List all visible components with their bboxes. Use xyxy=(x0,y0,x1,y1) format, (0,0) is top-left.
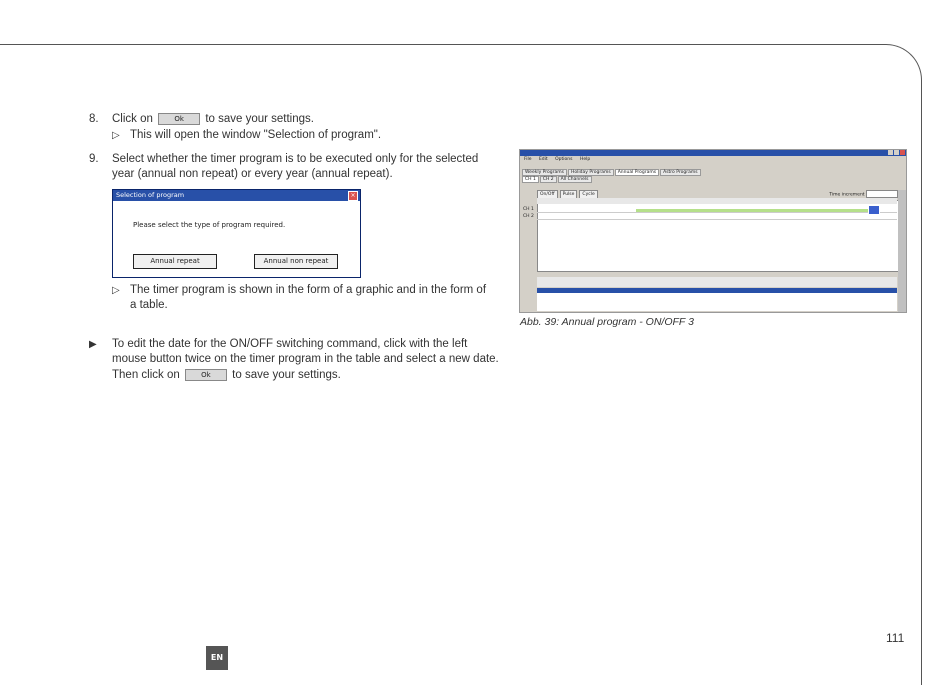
menu-options: Options xyxy=(555,157,573,162)
program-table-body xyxy=(537,293,897,311)
dialog-body xyxy=(113,201,360,277)
step-9-line1: Select whether the timer program is to be executed only for the selected xyxy=(112,153,479,165)
bullet-line1: To edit the date for the ON/OFF switching command, click with the left xyxy=(112,338,468,350)
page-number: 111 xyxy=(886,631,905,645)
step-9-result-line1: The timer program is shown in the form of a graphic and in the form of xyxy=(130,284,487,296)
program-tabs xyxy=(520,169,906,176)
tab-astro-programs: Astro Programs xyxy=(660,169,700,176)
dialog-title: Selection of program xyxy=(116,191,185,199)
language-tab: EN xyxy=(206,646,228,670)
figure-caption: Abb. 39: Annual program - ON/OFF 3 xyxy=(520,316,694,328)
ok-button-inline: Ok xyxy=(158,113,200,125)
row-label-ch2: CH 2 xyxy=(523,214,534,219)
close-icon: × xyxy=(348,191,358,201)
step-8-text xyxy=(112,112,314,127)
window-title-bar xyxy=(520,150,906,156)
menu-file: File xyxy=(524,157,532,162)
maximize-icon xyxy=(894,150,899,155)
menu-edit: Edit xyxy=(538,157,548,162)
step-number-9: 9. xyxy=(89,153,99,165)
minimize-icon xyxy=(888,150,893,155)
step-8-result: This will open the window "Selection of program". xyxy=(130,129,382,141)
bullet-line2: mouse button twice on the timer program in the table and select a new date. xyxy=(112,353,499,365)
program-line xyxy=(636,209,876,212)
mode-controls xyxy=(537,190,600,198)
menu-help: Help xyxy=(579,157,591,162)
bullet-line3 xyxy=(112,368,341,383)
dialog-message: Please select the type of program required. xyxy=(133,221,286,229)
selection-of-program-dialog xyxy=(112,189,361,278)
program-table-header xyxy=(537,277,897,287)
close-icon xyxy=(900,150,905,155)
tab-ch1: CH 1 xyxy=(522,176,539,183)
annual-repeat-button: Annual repeat xyxy=(133,254,217,269)
step-number-8: 8. xyxy=(89,113,99,125)
channel-tabs xyxy=(520,176,906,183)
step-9-result-line2: a table. xyxy=(130,299,168,311)
time-increment xyxy=(829,190,898,198)
step-8-text-after: to save your settings. xyxy=(205,113,314,125)
menu-bar xyxy=(520,156,906,163)
result-arrow-icon: ▷ xyxy=(112,285,120,296)
tab-weekly-programs: Weekly Programs xyxy=(522,169,567,176)
time-increment-select xyxy=(866,190,898,198)
cycle-button: Cycle xyxy=(579,190,597,200)
tab-holiday-programs: Holiday Programs xyxy=(568,169,614,176)
vertical-scrollbar xyxy=(898,190,906,312)
step-9-line2: year (annual non repeat) or every year (annual repeat). xyxy=(112,168,393,180)
step-8-text-before: Click on xyxy=(112,113,153,125)
bullet-triangle-icon: ▶ xyxy=(89,339,97,350)
timeline-row xyxy=(537,213,897,220)
bullet-line3-after: to save your settings. xyxy=(232,369,341,381)
annual-non-repeat-button: Annual non repeat xyxy=(254,254,338,269)
tab-annual-programs: Annual Programs xyxy=(615,169,659,176)
ok-button-inline: Ok xyxy=(185,369,227,381)
tab-all-channels: All Channels xyxy=(558,176,592,183)
tab-ch2: CH 2 xyxy=(540,176,557,183)
bullet-line3-before: Then click on xyxy=(112,369,180,381)
result-arrow-icon: ▷ xyxy=(112,130,120,141)
hour-scale xyxy=(537,198,897,204)
dialog-title-bar xyxy=(113,190,360,201)
time-increment-label: Time increment xyxy=(829,192,865,198)
annual-program-screenshot xyxy=(519,149,907,313)
on-off-button: On/Off xyxy=(537,190,558,200)
program-marker xyxy=(868,205,880,215)
row-label-ch1: CH 1 xyxy=(523,207,534,212)
pulse-button: Pulse xyxy=(560,190,578,200)
